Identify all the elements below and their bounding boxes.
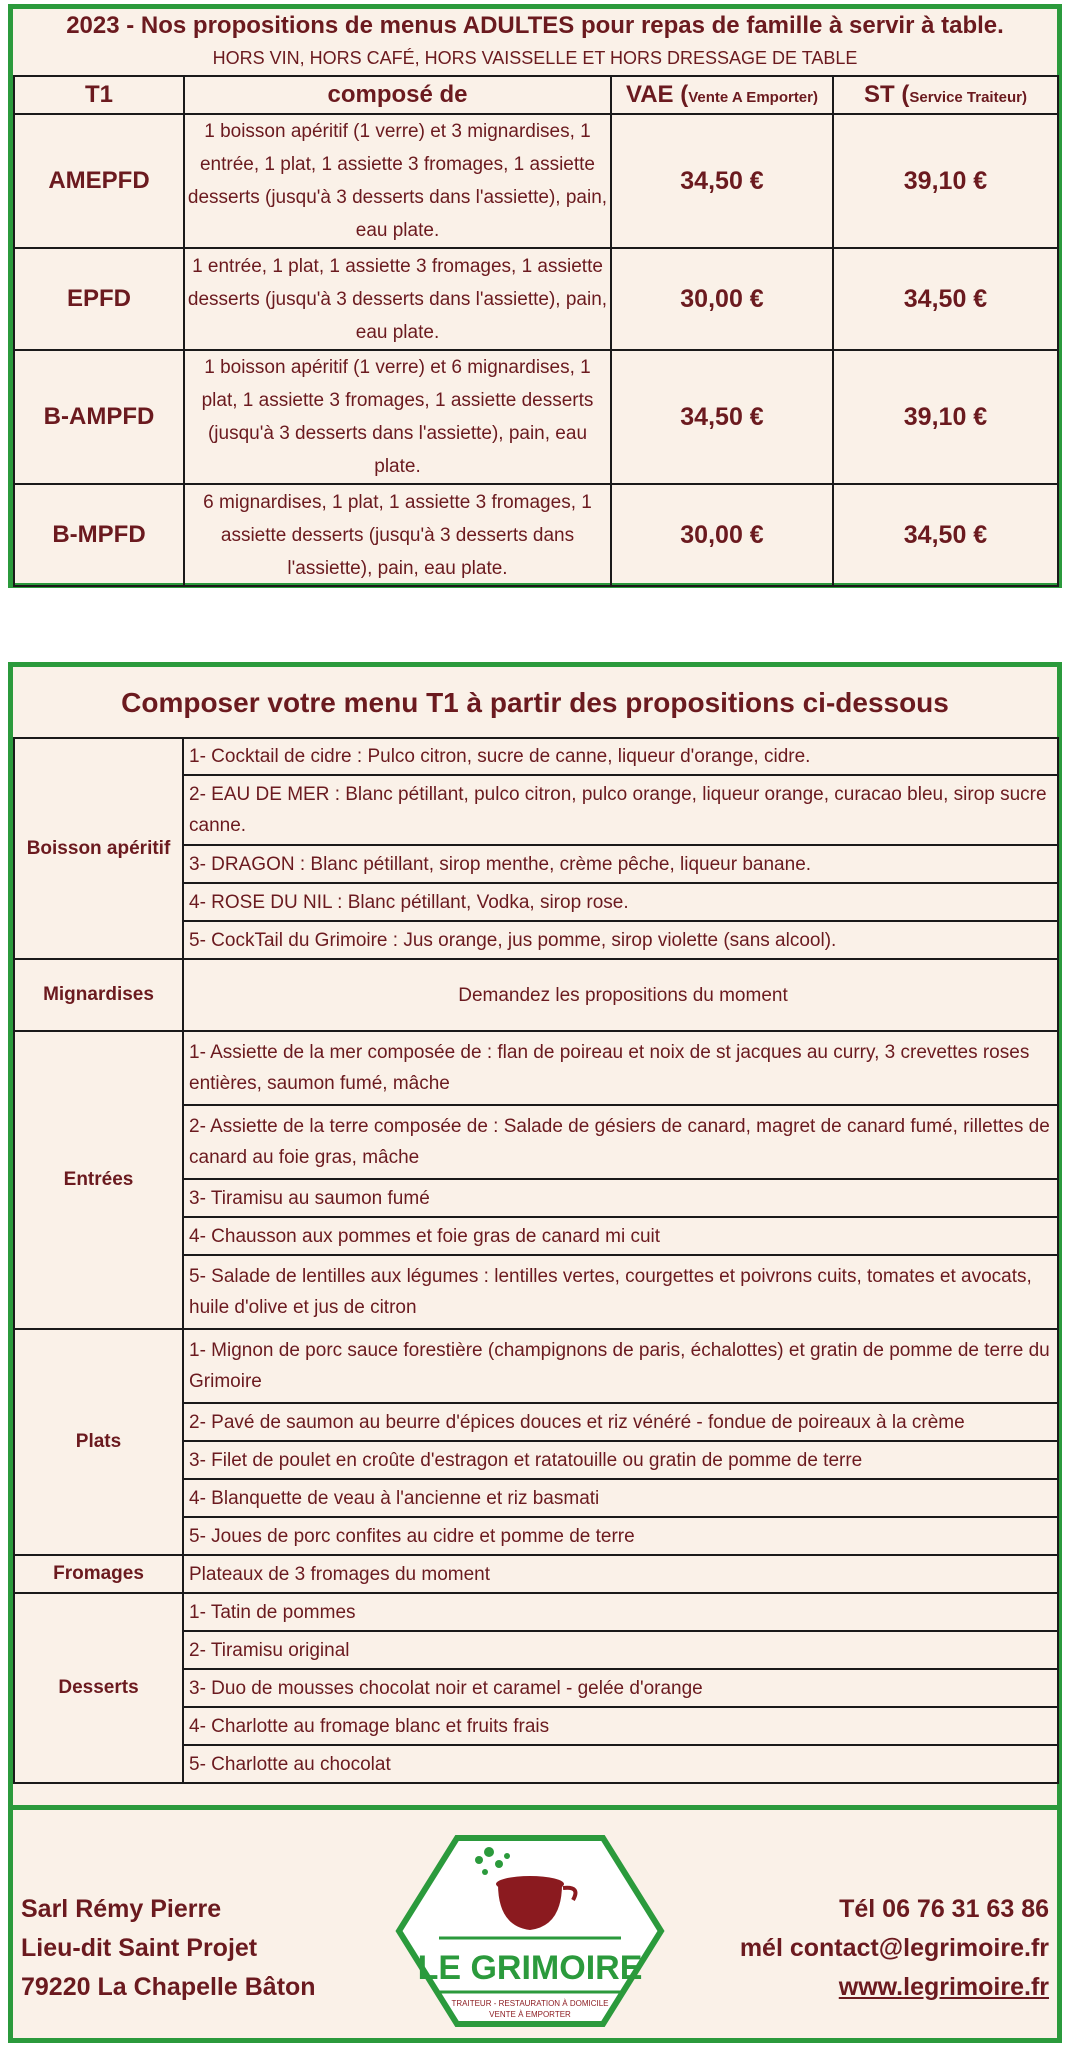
menu-option: 1- Mignon de porc sauce forestière (champignons de paris, échalottes) et gratin de pomme de terre du Grimoire	[183, 1329, 1058, 1403]
contact-block	[740, 1890, 1049, 2007]
menu-option: 5- Charlotte au chocolat	[183, 1745, 1058, 1783]
menu-option: 1- Cocktail de cidre : Pulco citron, sucre de canne, liqueur d'orange, cidre.	[183, 738, 1058, 775]
price-vae: 30,00 €	[611, 484, 833, 586]
category-mignardises: Mignardises	[14, 959, 183, 1031]
price-vae: 30,00 €	[611, 248, 833, 350]
menu-option: 5- Salade de lentilles aux légumes : lentilles vertes, courgettes et poivrons cuits, tomates et avocats, huile d'olive et jus de citron	[183, 1255, 1058, 1329]
price-st: 39,10 €	[833, 114, 1058, 248]
header-composition: composé de	[184, 76, 611, 114]
menu-option: 3- DRAGON : Blanc pétillant, sirop menthe, crème pêche, liqueur banane.	[183, 845, 1058, 883]
phone: Tél 06 76 31 63 86	[839, 1895, 1049, 1923]
table-row	[14, 114, 1058, 248]
menu-option: 4- Charlotte au fromage blanc et fruits frais	[183, 1707, 1058, 1745]
list-item	[14, 1031, 1058, 1105]
menu-option: 2- Tiramisu original	[183, 1631, 1058, 1669]
category-entrees: Entrées	[14, 1031, 183, 1329]
category-desserts: Desserts	[14, 1593, 183, 1783]
menu-option: 5- CockTail du Grimoire : Jus orange, jus pomme, sirop violette (sans alcool).	[183, 921, 1058, 959]
header-code: T1	[14, 76, 184, 114]
table-row	[14, 484, 1058, 586]
menu-option: 2- EAU DE MER : Blanc pétillant, pulco citron, pulco orange, liqueur orange, curacao bleu, sirop sucre canne.	[183, 775, 1058, 845]
list-item	[14, 1555, 1058, 1593]
menu-option: 3- Duo de mousses chocolat noir et caramel - gelée d'orange	[183, 1669, 1058, 1707]
menu-code: B-AMPFD	[14, 350, 184, 484]
menu-composition-panel	[8, 662, 1062, 1809]
list-item	[14, 959, 1058, 1031]
menu-composition: 6 mignardises, 1 plat, 1 assiette 3 fromages, 1 assiette desserts (jusqu'à 3 desserts dans l'assiette), pain, eau plate.	[184, 484, 611, 586]
menu-option: 4- ROSE DU NIL : Blanc pétillant, Vodka, sirop rose.	[183, 883, 1058, 921]
price-vae: 34,50 €	[611, 350, 833, 484]
header-st: ST (Service Traiteur)	[833, 76, 1058, 114]
price-st: 34,50 €	[833, 484, 1058, 586]
price-vae: 34,50 €	[611, 114, 833, 248]
category-boisson-aperitif: Boisson apéritif	[14, 738, 183, 959]
logo-tagline: TRAITEUR - RESTAURATION À DOMICILE	[451, 1999, 609, 2008]
logo-tagline: VENTE À EMPORTER	[489, 2010, 571, 2019]
table-row	[14, 350, 1058, 484]
menu-prices-table	[13, 75, 1059, 587]
menu-option: 4- Blanquette de veau à l'ancienne et riz basmati	[183, 1479, 1058, 1517]
menu-option: 2- Assiette de la terre composée de : Salade de gésiers de canard, magret de canard fumé, rillettes de canard au foie gras, mâche	[183, 1105, 1058, 1179]
menu-composition: 1 boisson apéritif (1 verre) et 6 mignardises, 1 plat, 1 assiette 3 fromages, 1 assiette desserts (jusqu'à 3 desserts dans l'assiette), pain, eau plate.	[184, 350, 611, 484]
address-line: Lieu-dit Saint Projet	[21, 1934, 258, 1962]
list-item	[14, 738, 1058, 775]
menu-code: B-MPFD	[14, 484, 184, 586]
category-fromages: Fromages	[14, 1555, 183, 1593]
le-grimoire-logo	[395, 1826, 665, 2036]
menu-option: Plateaux de 3 fromages du moment	[183, 1555, 1058, 1593]
list-item	[14, 1593, 1058, 1631]
list-item	[14, 1329, 1058, 1403]
page-title: 2023 - Nos propositions de menus ADULTES pour repas de famille à servir à table.	[66, 12, 1004, 39]
email[interactable]: mél contact@legrimoire.fr	[739, 1934, 1049, 1962]
page-subtitle: HORS VIN, HORS CAFÉ, HORS VAISSELLE ET HORS DRESSAGE DE TABLE	[212, 48, 858, 68]
address-city: 79220 La Chapelle Bâton	[21, 1973, 316, 2001]
table-row	[14, 248, 1058, 350]
table-header-row	[14, 76, 1058, 114]
menu-prices-panel	[8, 4, 1062, 588]
price-st: 39,10 €	[833, 350, 1058, 484]
menu-option: 5- Joues de porc confites au cidre et pomme de terre	[183, 1517, 1058, 1555]
section-title: Composer votre menu T1 à partir des propositions ci-dessous	[121, 687, 949, 718]
price-st: 34,50 €	[833, 248, 1058, 350]
menu-option: 4- Chausson aux pommes et foie gras de canard mi cuit	[183, 1217, 1058, 1255]
menu-composition: 1 entrée, 1 plat, 1 assiette 3 fromages, 1 assiette desserts (jusqu'à 3 desserts dans l'assiette), pain, eau plate.	[184, 248, 611, 350]
header-vae: VAE (Vente A Emporter)	[611, 76, 833, 114]
menu-option: 3- Filet de poulet en croûte d'estragon et ratatouille ou gratin de pomme de terre	[183, 1441, 1058, 1479]
menu-options-table	[13, 737, 1059, 1784]
menu-code: EPFD	[14, 248, 184, 350]
menu-composition: 1 boisson apéritif (1 verre) et 3 mignardises, 1 entrée, 1 plat, 1 assiette 3 fromages, 1 assiette desserts (jusqu'à 3 desserts dans l'assiette), pain, eau plate.	[184, 114, 611, 248]
address-block	[21, 1890, 316, 2007]
menu-option: 2- Pavé de saumon au beurre d'épices douces et riz vénéré - fondue de poireaux à la crème	[183, 1403, 1058, 1441]
menu-code: AMEPFD	[14, 114, 184, 248]
footer	[8, 1805, 1062, 2043]
category-plats: Plats	[14, 1329, 183, 1555]
logo-text: LE GRIMOIRE	[417, 1949, 643, 1987]
menu-option: 3- Tiramisu au saumon fumé	[183, 1179, 1058, 1217]
menu-option: 1- Tatin de pommes	[183, 1593, 1058, 1631]
company-name: Sarl Rémy Pierre	[21, 1895, 222, 1923]
website-link[interactable]: www.legrimoire.fr	[838, 1973, 1049, 2001]
menu-option: 1- Assiette de la mer composée de : flan de poireau et noix de st jacques au curry, 3 crevettes roses entières, saumon fumé, mâche	[183, 1031, 1058, 1105]
menu-option: Demandez les propositions du moment	[183, 959, 1058, 1031]
